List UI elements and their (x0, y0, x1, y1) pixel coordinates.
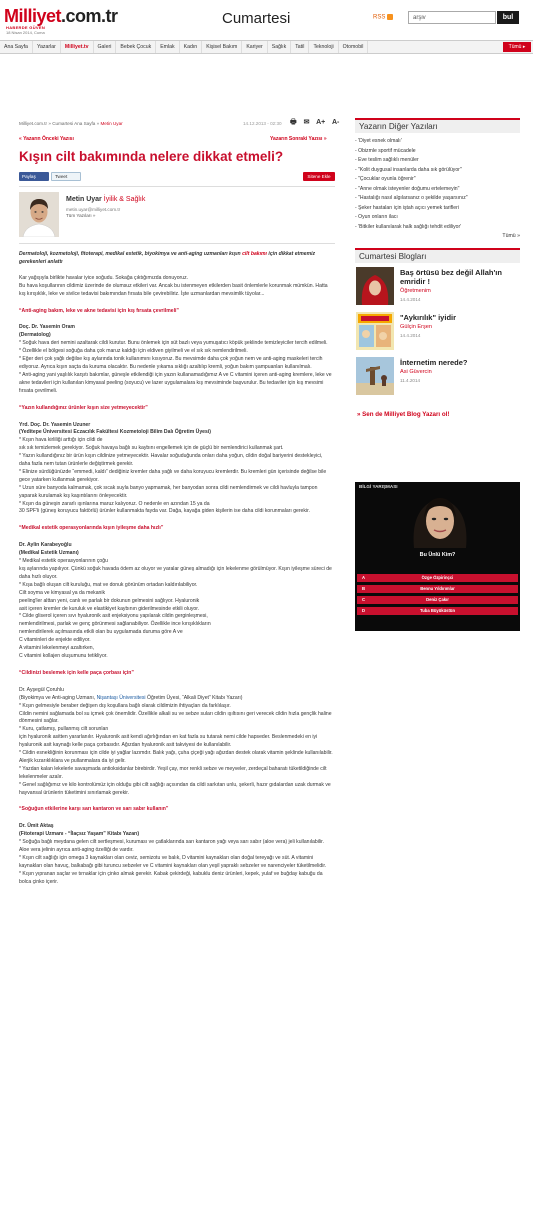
intro-paragraph: Kar yağışıyla birlikte havalar iyice soğudu. Sokağa çıktığımızda donuyoruz. (19, 274, 189, 281)
nav-item[interactable]: Yazarlar (33, 41, 61, 53)
other-post-link[interactable]: - Oyun onların ilacı (355, 214, 398, 220)
author-avatar[interactable] (19, 192, 59, 237)
blog-title[interactable]: Baş örtüsü bez değil Allah'ın emridir ! (400, 268, 502, 286)
blog-thumbnail[interactable] (356, 267, 394, 305)
section-heading: “Medikal estetik operasyonlarında kışın iyileşme daha hızlı” (19, 525, 164, 532)
sidebar (355, 118, 520, 418)
section-heading: “Anti-aging bakım, leke ve akne tedavisi için kış fırsata çevrilmeli” (19, 307, 179, 314)
section-paragraph: * Kuru, çatlamış, pullanmış cilt sorunları (19, 726, 109, 733)
role-text: (Biyokimya ve Anti-aging Uzmanı, (19, 694, 97, 701)
nav-item[interactable]: Kariyer (242, 41, 267, 53)
quiz-title: BİLGİ YARIŞMASI (359, 484, 398, 489)
section-paragraph: * Soğuğa bağlı meydana gelen cilt sertleşmesi, kuruması ve çatlaklarında sarı kantaron yağı veya sarı sabır (aloe vera) jeli kullanılabilir. Aloe vera jelinin ayrıca anti-aging özelliği de vardır. (19, 839, 324, 854)
article-body (19, 250, 335, 887)
email-icon[interactable]: ✉ (303, 119, 310, 126)
doctor-role: (Yeditepe Üniversitesi Eczacılık Fakültesi Kozmetoloji Bilim Dalı Öğretim Üyesi) (19, 429, 211, 436)
rss-icon (387, 14, 393, 20)
other-post-link[interactable]: - 'Bitkiler kullanılarak halk sağlığı tehdit ediliyor' (355, 223, 462, 230)
search-button[interactable]: bul (497, 11, 519, 24)
divider (19, 243, 335, 244)
nav-item[interactable]: Milliyet.tv (61, 41, 94, 53)
section-paragraph: * Elinize sürdüğünüzde “emmedi, kaldı” dediğiniz kremler daha yağlı ve daha koruyucu kremlerdir. Bu kremleri gün içerisinde değilse bile gece yatarken kullanmak gerekiyor. (19, 468, 327, 483)
blog-author[interactable]: Asi Güvercin (400, 369, 432, 375)
quiz-question: Bu Ünlü Kim? (419, 552, 456, 558)
section-paragraph: * Genel sağlığımız ve kilo kontrolümüz için olduğu gibi cilt sağlığı açısından da cildi sarkıtan unlu, şekerli, hazır gıdalardan uzak durmak ve hayvansal ürünlerin tüketimini sınırlamak gerekir. (19, 781, 331, 796)
section-paragraph: * Kışın da güneşin zararlı ışınlarına maruz kalıyoruz. O nedenle en azından 15 ya da (19, 500, 210, 507)
blog-thumbnail[interactable] (356, 357, 394, 395)
other-post-link[interactable]: - "Hastalığı nasıl algılarsanız o şekilde yaşarsınız" (355, 195, 468, 201)
divider (19, 186, 335, 187)
breadcrumb-section[interactable]: Cumartesi Ana Sayfa (52, 121, 96, 126)
section-paragraph: * Cilde gliserol içeren sıvı hyaluronik asit enjeksiyonu yapılarak cildin gerginleşmesi, (19, 613, 208, 620)
section-title[interactable]: Cumartesi (222, 10, 291, 27)
blog-title[interactable]: İnternetim nerede? (400, 358, 468, 367)
section-paragraph: için hyaluronik asitten yararlanılır. Hyaluronik asit kendi ağırlığından en kat fazla su tutarak nemi cilde hapseder. Beslenmedeki en iyi hyaluronik asit kaynağı kelle paça çorbasıdır. Ağızdan hyaluronik asit takviyesi de kullanılabilir. (19, 734, 318, 749)
site-header (0, 0, 533, 40)
section-paragraph: nemlendirilerek açılmasında etkili olan bu uygulamada duruma göre A ve (19, 629, 183, 636)
print-icon[interactable]: 🖶 (290, 119, 297, 126)
author-email[interactable]: metin.uyar@milliyet.com.tr (66, 207, 121, 212)
section-heading: “Cildinizi beslemek için kelle paça çorbası için” (19, 669, 134, 676)
main-nav (0, 40, 533, 54)
other-post-link[interactable]: - "Anne olmak isteyenler doğumu ertelemeyin" (355, 185, 460, 192)
quiz-option-d[interactable]: D Tuba Büyüküstün (357, 607, 518, 615)
other-posts-title: Yazarın Diğer Yazıları (355, 118, 520, 133)
nav-item[interactable]: Bebek Çocuk (116, 41, 156, 53)
breadcrumb (19, 121, 123, 126)
nav-more-button[interactable]: Tümü ▸ (503, 42, 531, 52)
article-timestamp: 14.12.2013 - 02:30 (243, 121, 282, 126)
nav-item[interactable]: Galeri (94, 41, 117, 53)
rss-link[interactable]: RSS (373, 14, 393, 21)
section-paragraph: * Kışın gelmesiyle beraber değişen dış koşullara bağlı olarak cildimizin ihtiyaçları da farklılaşır. (19, 702, 231, 709)
doctor-role: (Dermatolog) (19, 332, 51, 339)
blog-author[interactable]: Gülçin Erşen (400, 324, 433, 330)
doctor-name: Dr. Aylin Karabeyoğlu (19, 542, 72, 549)
other-posts-list (355, 137, 520, 232)
doctor-name: Dr. Ümit Aktaş (19, 823, 54, 830)
milliyet-logo[interactable]: Milliyet.com.tr (4, 6, 118, 26)
other-post-link[interactable]: - Şeker hastaları için iştah açıcı yemek tarifleri (355, 204, 459, 211)
section-paragraph: * Kışın cilt sağlığı için omega 3 kaynakları olan ceviz, semizotu ve balık, D vitamini kaynakları olan doğal tereyağı ve süt. A vitamini kaynakları olan havuç, balkabağı gibi turuncu sebzeler ve C vitamini kaynakları olan yeşil yapraklı sebzeler ve narenciyeler tüketilmelidir. (19, 855, 327, 869)
section-paragraph: nemlendirilmesi, parlak ve genç görünmesi sağlanabiliyor. Özellikle ince kırışıklıkların (19, 621, 211, 628)
nav-item[interactable]: Kişisel Bakım (202, 41, 242, 53)
facebook-share-button[interactable]: Paylaş (19, 172, 49, 181)
search-input[interactable] (408, 11, 496, 24)
author-name[interactable]: Metin Uyar İyilik & Sağlık (66, 196, 146, 203)
twitter-tweet-button[interactable]: Tweet (51, 172, 81, 181)
section-heading: “Soğuğun etkilerine karşı sarı kantaron ve sarı sabır kullanın” (19, 806, 169, 813)
blog-title[interactable]: "Aykırılık" iyidir (400, 313, 457, 322)
other-posts-more-link[interactable]: Tümü » (502, 233, 520, 239)
breadcrumb-sep: » (96, 121, 100, 126)
section-paragraph: sık sık temizlemek gerekiyor. Soğuk havaya bağlı su kaybını engellemek için de güçlü bir nemlendirici kullanmak şart. (19, 445, 284, 452)
blog-author[interactable]: Öğretmenim (400, 288, 431, 294)
nav-item[interactable]: Sağlık (268, 41, 291, 53)
nav-item[interactable]: Kadın (180, 41, 203, 53)
doctor-role: (Medikal Estetik Uzmanı) (19, 550, 79, 557)
blog-date: 14.4.2014 (400, 333, 421, 338)
section-paragraph: * Kışın hava kirliliği arttığı için cildi de (19, 437, 103, 444)
quiz-option-c[interactable]: C Deniz Çakır (357, 596, 518, 604)
section-paragraph: C vitamini kollajen oluşumunu tetikliyor. (19, 652, 108, 659)
blogs-box (355, 248, 520, 398)
section-paragraph: asit içeren kremler de kuruluk ve elastikiyet kaybının giderilmesinde etkili oluyor. (19, 605, 200, 612)
doctor-role (19, 695, 335, 703)
section-paragraph: * Anti-aging yani yaşlılık karşıtı bakımlar, güneşle etkilendiği için yazın kullanamadığımız A ve C vitamini içeren anti-aging kremlere, leke ve akne tedavileri için kullanılan kimyasal peeling (soyucu) ve lazer uygulamalara kış mevsiminde başvurulur. Bu tedaviler için kış mevsimi fırsata çevrilmeli. (19, 371, 332, 394)
breadcrumb-current[interactable]: Metin Uyar (100, 121, 123, 126)
section-paragraph: * Özellikle el bölgesi soğuğa daha çok maruz kaldığı için eldiven giyilmeli ve el sık sık nemlendirilmeli. (19, 348, 248, 355)
author-all-posts-link[interactable]: Tüm Yazıları » (66, 213, 96, 218)
nav-item[interactable]: Otomobil (339, 41, 369, 53)
previous-post-link[interactable]: « Yazarın Önceki Yazısı (19, 136, 74, 142)
share-row (19, 172, 335, 182)
section-paragraph: kış aylarında yapılıyor. Çünkü soğuk havada ödem az oluyor ve yaralar güneş almadığı için lekelenme görülmüyor. Kışın iyileşme süreci de daha hızlı oluyor. (19, 566, 332, 580)
other-post-link[interactable]: - "Çocuklar oyunla öğrenir" (355, 176, 416, 182)
section-paragraph: * Medikal estetik operasyonlarının çoğu (19, 558, 108, 565)
doctor-name: Doç. Dr. Yasemin Oram (19, 324, 75, 331)
blog-date: 11.4.2014 (400, 378, 421, 383)
article-tools (290, 118, 344, 129)
quiz-option-a[interactable]: A Özge Özpirinçci (357, 574, 518, 582)
quiz-box (355, 482, 520, 631)
section-paragraph: * Yazdan kalan lekelerle savaşmada antioksidanlar birebirdir. Yeşil çay, mor renkli sebze ve meyveler, zerdeçal baharatı tüketildiğinde cilt lekelenmeler azalır. (19, 765, 327, 780)
section-paragraph: * Eğer deri çok yağlı değilse kış aylarında tonik kullanımını kısıyoruz. Bu mevsimde daha çok yoğun nem ve anti-aging maskeleri tercih ediyoruz. Ayrıca kışın saçta da kuruma olacaktır. Bu nedenle yıkama sıklığı azaltılıp kremli, yoğun bakım şampuanları kullanılmalı. (19, 356, 323, 370)
logo-slogan: HABERDE GÜVEN (6, 25, 46, 30)
breadcrumb-sep: » (48, 121, 51, 126)
section-paragraph: Cildin nemini sağlamada bol su içmek çok önemlidir. Özellikle alkali su ve sebze suları cildin ışıltısını geri verecek cildin hızla gençlik haline dönmesini sağlar. (19, 710, 332, 725)
doctor-name: Dr. Ayşegül Çoruhlu (19, 686, 64, 693)
role-text: Öğretim Üyesi, “Alkali Diyet” Kitabı Yazarı) (145, 694, 243, 701)
section-paragraph: C vitaminleri de enjekte ediliyor. (19, 637, 91, 644)
doctor-name: Yrd. Doç. Dr. Yasemin Uzuner (19, 421, 91, 428)
section-paragraph: Cilt soyma ve kimyasal ya da mekanik (19, 589, 106, 596)
section-paragraph: * Uzun süre banyoda kalmamak, çok sıcak suyla banyo yapmamak, her banyodan sonra cildi nemlendirmek ve cildi havluyla tampon yaparak kurulamak kış kaşıntılarını önleyecektir. (19, 484, 318, 499)
section-paragraph: * Kışın yıpranan saçlar ve tırnaklar için çinko almak gerekir. Kabak çekirdeği, kabuklu deniz ürünleri, kepek, yulaf ve buğday kabuğu da (19, 870, 323, 877)
section-paragraph: * Soğuk hava deri nemini azaltarak cildi kurutur. Bunu önlemek için süt bazlı veya yumuşatıcı köpük şeklinde temizleyiciler tercih edilmeli. (19, 340, 328, 347)
quiz-celebrity-photo (370, 492, 510, 548)
article-lead: Dermatoloji, kozmetoloji, fitoterapi, medikal estetik, biyokimya ve anti-aging uzmanları kışın cilt bakımı için dikkat etmemiz gerekenleri anlattı (19, 251, 316, 266)
quiz-option-b[interactable]: B Bennu Yıldırımlar (357, 585, 518, 593)
article-title: Kışın cilt bakımında nelere dikkat etmeli? (19, 149, 284, 164)
next-post-link[interactable]: Yazarın Sonraki Yazısı » (270, 136, 327, 142)
section-paragraph: 30 SPF'li (güneş koruyucu faktörlü) ürünler kullanmakta fayda var. Dağa, kayağa giden kişilerin ise daha cildi korunmaları gerekir. (19, 508, 310, 515)
other-post-link[interactable]: - Obizmle sportif mücadele (355, 147, 416, 154)
blog-item[interactable] (355, 267, 520, 308)
nav-item[interactable]: Emlak (156, 41, 179, 53)
section-paragraph: * Kışa bağlı oluşan cilt kuruluğu, mat ve donuk görünüm ortadan kaldırılabiliyor. (19, 581, 198, 588)
blog-item[interactable] (355, 357, 520, 398)
blog-item[interactable] (355, 312, 520, 353)
section-paragraph: * Yazın kullandığınız bir ürün kışın cildinize yetmeyecektir. Havalar soğuduğunda onları daha yoğun, cildin doğal bariyerini destekleyici, daha fazla nem tutan ürünlerle değiştirmek gerekir. (19, 453, 323, 468)
nav-item[interactable]: Tatil (291, 41, 309, 53)
add-to-site-button[interactable]: Sitene Ekle (303, 172, 335, 181)
blog-date: 14.4.2014 (400, 297, 421, 302)
font-decrease-button[interactable]: A- (331, 119, 340, 126)
author-category[interactable]: İyilik & Sağlık (103, 196, 146, 203)
doctor-role: (Fitoterapi Uzmanı - “İlaçsız Yaşam” Kitabı Yazarı) (19, 831, 140, 838)
nav-item[interactable]: Ana Sayfa (0, 41, 33, 53)
nav-item[interactable]: Teknoloji (309, 41, 338, 53)
article-intro (19, 275, 335, 299)
section-heading: “Yazın kullandığınız ürünler kışın size yetmeyecektir” (19, 404, 148, 411)
breadcrumb-home[interactable]: Milliyet.com.tr (19, 121, 48, 126)
become-blogger-link[interactable]: » Sen de Milliyet Blog Yazarı ol! (357, 411, 450, 418)
cilt-bakimi-link[interactable]: cilt bakımı (242, 251, 267, 257)
intro-paragraph: Bu hava koşullarının cildimiz üzerinde de olumsuz etkileri var. Ancak bu istenmeyen etkilerden basit önlemlerle korunmak mümkün. Hatta kış kırışıklık, leke ve sivilce tedavisi bakımından fırsata bile çevirebiliriz. İşte uzmanlardan mevsimlik tüyolar... (19, 282, 328, 297)
font-increase-button[interactable]: A+ (316, 119, 326, 126)
university-link[interactable]: Nişantaşı Üniversitesi (96, 694, 146, 701)
section-paragraph: bolca çinko içerir. (19, 878, 59, 885)
other-post-link[interactable]: - "Kolit duygusal insanlarda daha sık görülüyor" (355, 166, 462, 173)
blog-thumbnail[interactable] (356, 312, 394, 350)
other-post-link[interactable]: - Eve teslim sağlıklı menüler (355, 157, 419, 163)
blogs-title: Cumartesi Blogları (355, 248, 520, 263)
section-paragraph: peeling'ler alttan yeni, canlı ve parlak bir dokunun gelmesini sağlıyor. Hyaluronik (19, 597, 200, 604)
header-date: 18 Nisan 2014, Cuma (6, 30, 45, 35)
other-post-link[interactable]: - 'Diyet esnek olmalı' (355, 138, 402, 144)
section-paragraph: A vitamini lekelenmeyi azaltırken, (19, 645, 95, 652)
section-paragraph: * Cildin esnekliğinin korunması için cilde iyi yağlar lazımdır. Balık yağı, çuha çiçeği yağı ağızdan destek olarak vitamin şeklinde kullanılabilir. Alerjik kızarıklıklara ve pullanmalara da iyi gelir. (19, 750, 333, 764)
